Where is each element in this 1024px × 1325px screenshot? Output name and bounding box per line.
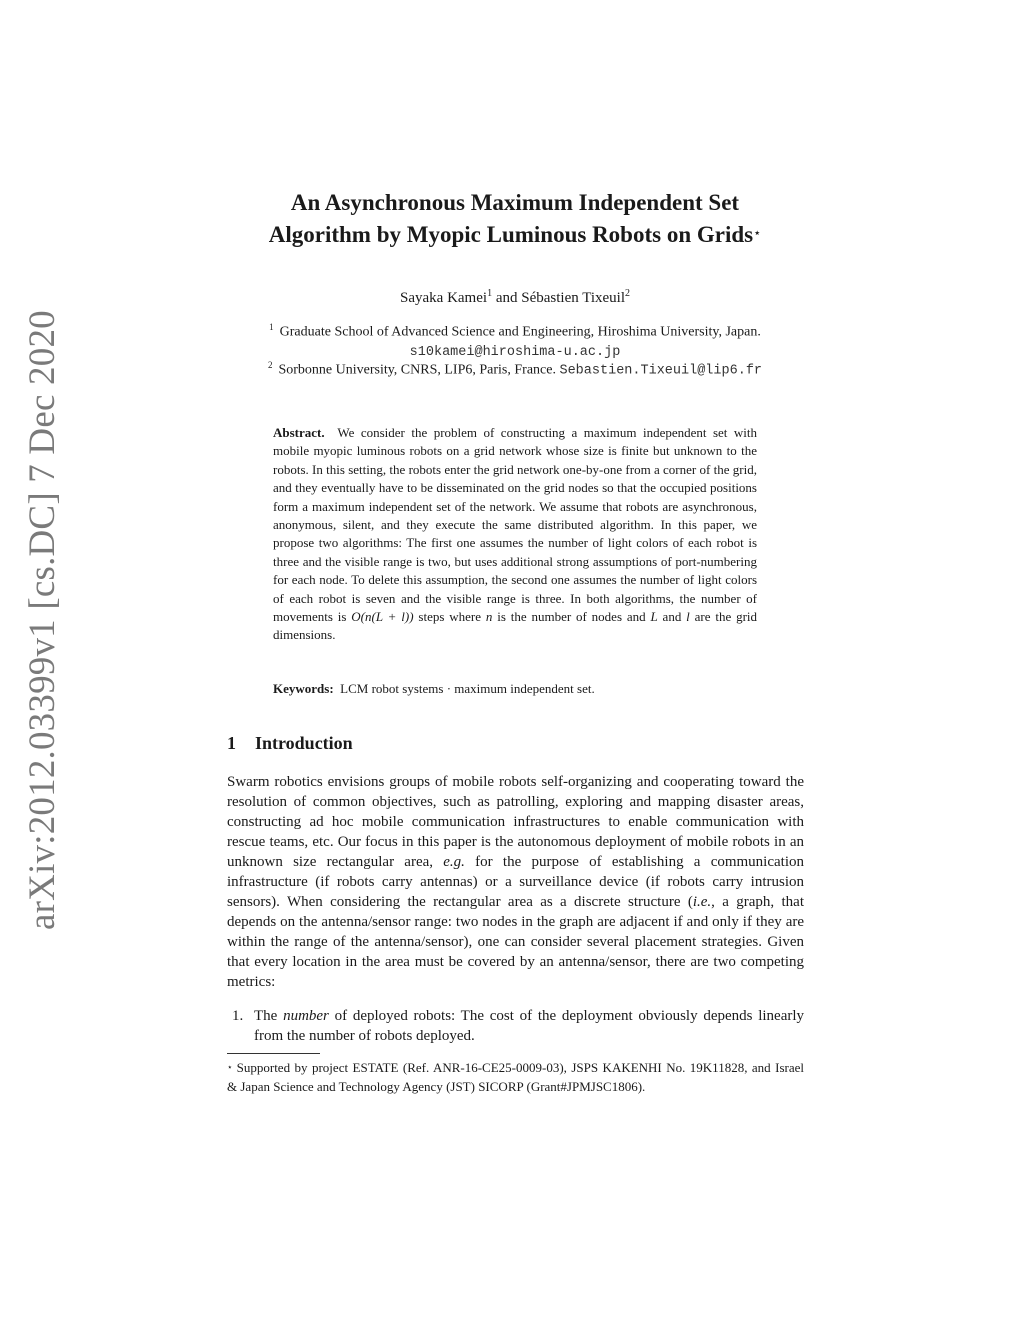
affiliation-1-mark: 1 xyxy=(269,322,274,332)
paper-title xyxy=(190,187,840,251)
list-item-content xyxy=(254,1006,804,1046)
section-number: 1 xyxy=(227,733,236,753)
affiliation-1-email[interactable]: s10kamei@hiroshima-u.ac.jp xyxy=(409,344,621,360)
intro-ie: i.e. xyxy=(692,894,712,910)
list-marker: 1. xyxy=(232,1008,244,1024)
section-heading xyxy=(227,731,353,755)
list-text-pre: The xyxy=(254,1008,278,1024)
author-2-affil-mark: 2 xyxy=(625,288,630,299)
title-line-2: Algorithm by Myopic Luminous Robots on Grids xyxy=(268,222,754,247)
abstract-label: Abstract. xyxy=(273,425,325,440)
affiliation-2-email[interactable]: Sebastien.Tixeuil@lip6.fr xyxy=(559,363,763,379)
abstract-text-2: steps where xyxy=(418,609,482,625)
affiliation-2-mark: 2 xyxy=(267,360,273,370)
intro-paragraph xyxy=(227,772,804,992)
section-title: Introduction xyxy=(255,733,353,753)
var-L: L xyxy=(650,609,658,625)
footnote-text: Supported by project ESTATE (Ref. ANR-16-CE25-0009-03), JSPS KAKENHI No. 19K11828, and Israel & Japan Science and Technology Agency (JST) SICORP (Grant#JPMJSC1806). xyxy=(227,1060,804,1094)
affiliation-1-text: Graduate School of Advanced Science and Engineering, Hiroshima University, Japan. xyxy=(279,324,761,340)
abstract-text: We consider the problem of constructing a maximum independent set with mobile myopic luminous robots on a grid network whose size is finite but unknown to the robots. In this setting, the robots enter the grid network one-by-one from a corner of the grid, and they eventually have to be disseminated on the grid nodes so that the occupied positions form a maximum independent set of the network. We assume that robots are asynchronous, anonymous, silent, and they execute the same distributed algorithm. In this paper, we propose two algorithms: The first one assumes the number of light colors of each robot is three and the visible range is two, but uses additional strong assumptions of port-numbering for each node. To delete this assumption, the second one assumes the number of light colors of each robot is seven and the visible range is three. In both algorithms, the number of movements is xyxy=(273,425,757,625)
intro-eg: e.g. xyxy=(443,854,465,870)
title-footnote-mark: ⋆ xyxy=(753,225,762,240)
list-text-emphasis: number xyxy=(283,1008,329,1024)
affiliation-2 xyxy=(190,356,840,381)
complexity-formula: O(n(L + l)) xyxy=(351,609,414,625)
list-text-post: of deployed robots: The cost of the deployment obviously depends linearly from the number of robots deployed. xyxy=(254,1008,805,1044)
list-item xyxy=(227,1006,804,1046)
author-1: Sayaka Kamei xyxy=(400,290,488,306)
keywords xyxy=(273,680,757,698)
abstract-text-5: are the grid dimensions. xyxy=(273,609,758,643)
author-2: Sébastien Tixeuil xyxy=(521,290,625,306)
abstract xyxy=(273,424,757,645)
author-1-affil-mark: 1 xyxy=(487,288,493,299)
var-l: l xyxy=(686,609,690,625)
affiliation-2-text: Sorbonne University, CNRS, LIP6, Paris, France. xyxy=(278,362,556,378)
footnote-rule xyxy=(227,1053,320,1054)
intro-text-3: , a graph, that depends on the antenna/sensor range: two nodes in the graph are adjacent if and only if they are within the range of the antenna/sensor), one can consider several placement strategies. Given that every location in the area must be covered by an antenna/sensor, there are two competing metrics: xyxy=(227,894,804,990)
abstract-text-4: and xyxy=(662,609,682,625)
intro-text-2: for the purpose of establishing a communication infrastructure (if robots carry antennas) or a surveillance device (if robots carry intrusion sensors). When considering the rectangular area as a discrete structure ( xyxy=(227,854,804,910)
author-conjunction: and xyxy=(495,290,518,306)
author-list xyxy=(190,284,840,308)
footnote xyxy=(227,1058,804,1096)
keywords-text: LCM robot systems · maximum independent set. xyxy=(340,681,595,696)
title-line-1: An Asynchronous Maximum Independent Set xyxy=(290,190,740,215)
footnote-mark: ⋆ xyxy=(227,1062,233,1072)
intro-text-1: Swarm robotics envisions groups of mobile robots self-organizing and cooperating toward the resolution of common objectives, such as patrolling, exploring and mapping disaster areas, constructing ad hoc mobile communication infrastructures to enable communication with rescue teams, etc. Our focus in this paper is the autonomous deployment of mobile robots in an unknown size rectangular area, xyxy=(227,774,804,870)
abstract-text-3: is the number of nodes and xyxy=(497,609,646,625)
arxiv-identifier: arXiv:2012.03399v1 [cs.DC] 7 Dec 2020 xyxy=(22,310,63,930)
var-n: n xyxy=(485,609,493,625)
keywords-label: Keywords: xyxy=(273,681,334,696)
